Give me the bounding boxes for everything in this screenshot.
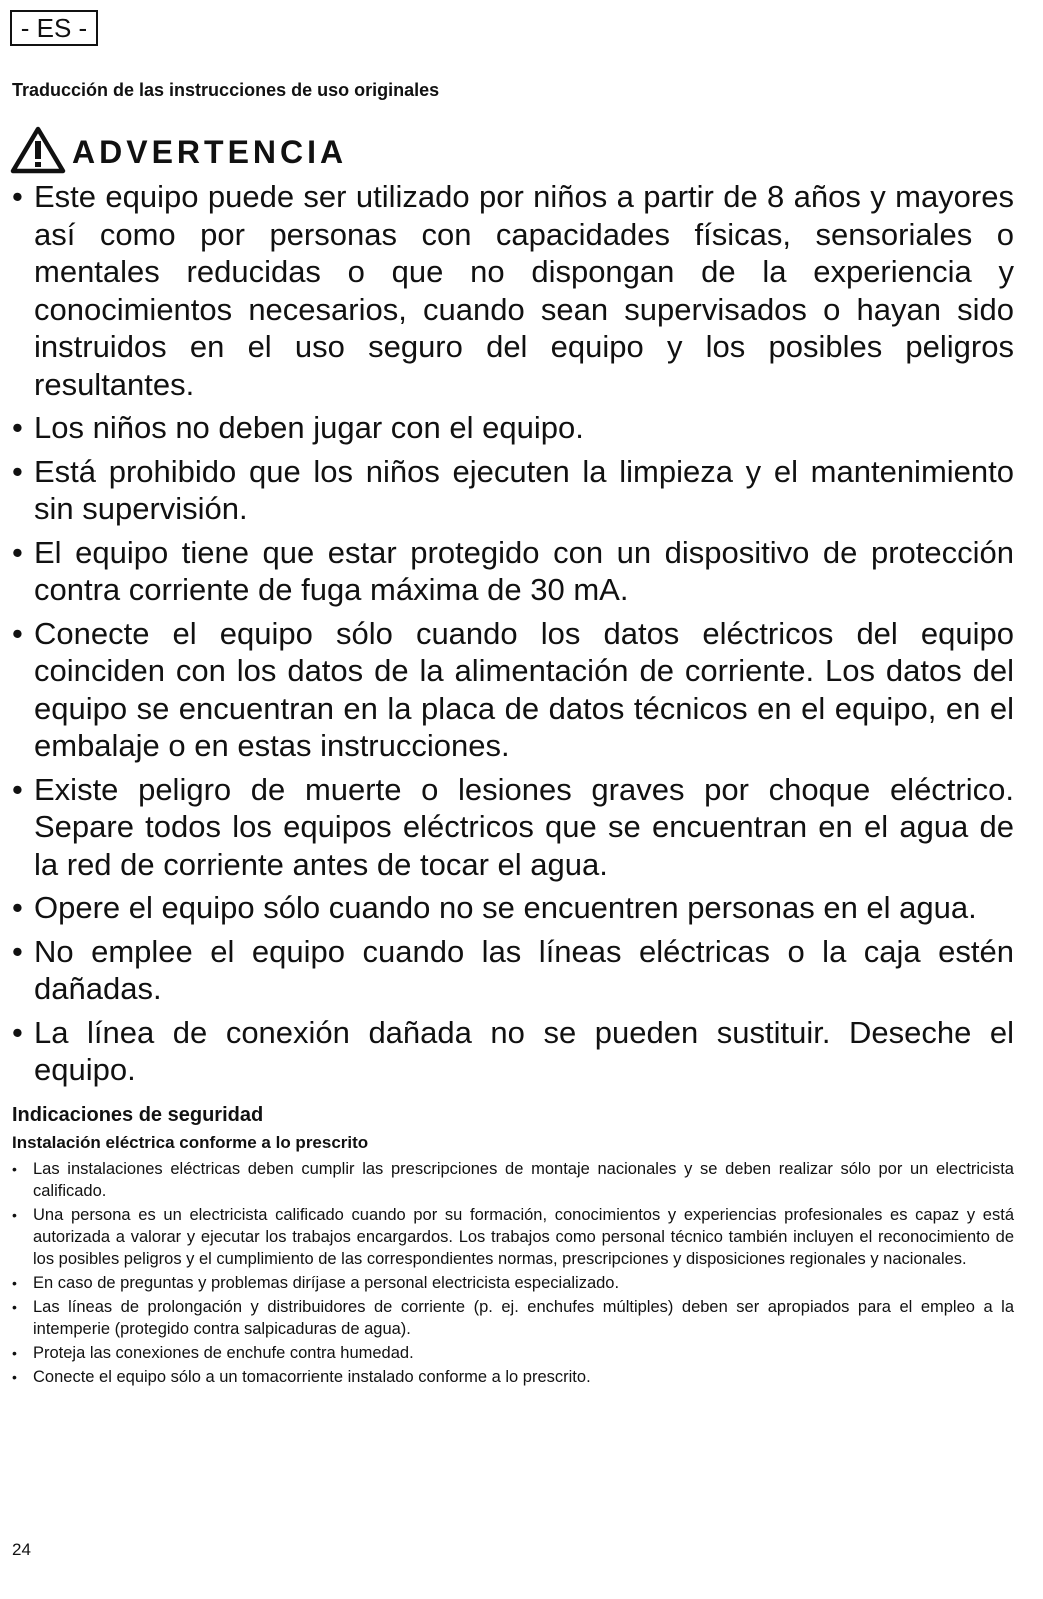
warning-list [12, 178, 1014, 1095]
language-tag: - ES - [10, 10, 98, 46]
safety-section-subtitle: Instalación eléctrica conforme a lo prescrito [12, 1133, 369, 1152]
list-item: • Opere el equipo sólo cuando no se encuentren personas en el agua. [12, 889, 1014, 927]
list-item: • El equipo tiene que estar protegido con un dispositivo de protección contra corriente de fuga máxima de 30 mA. [12, 534, 1014, 609]
page-number: 24 [12, 1540, 31, 1559]
list-item: • Existe peligro de muerte o lesiones graves por choque eléctrico. Separe todos los equipos eléctricos que se encuentran en el agua de la red de corriente antes de tocar el agua. [12, 771, 1014, 884]
list-item: • No emplee el equipo cuando las líneas eléctricas o la caja estén dañadas. [12, 933, 1014, 1008]
list-item: • Este equipo puede ser utilizado por niños a partir de 8 años y mayores así como por personas con capacidades físicas, sensoriales o mentales reducidas o que no dispongan de la experiencia y conocimientos necesarios, cuando sean supervisados o hayan sido instruidos en el uso seguro del equipo y los posibles peligros resultantes. [12, 178, 1014, 403]
document-subtitle: Traducción de las instrucciones de uso originales [12, 80, 440, 100]
safety-section-title: Indicaciones de seguridad [12, 1104, 264, 1126]
safety-list [12, 1158, 1014, 1390]
warning-triangle-icon [10, 126, 66, 174]
list-item: • La línea de conexión dañada no se pueden sustituir. Deseche el equipo. [12, 1014, 1014, 1089]
list-item: • Conecte el equipo sólo cuando los datos eléctricos del equipo coinciden con los datos de la alimentación de corriente. Los datos del equipo se encuentran en la placa de datos técnicos en el equipo, en el embalaje o en estas instrucciones. [12, 615, 1014, 765]
list-item: • Proteja las conexiones de enchufe contra humedad. [12, 1342, 1014, 1364]
list-item: • Las líneas de prolongación y distribuidores de corriente (p. ej. enchufes múltiples) deben ser apropiados para el empleo a la intemperie (protegido contra salpicaduras de agua). [12, 1296, 1014, 1340]
warning-title: ADVERTENCIA [72, 134, 348, 170]
list-item: • Los niños no deben jugar con el equipo. [12, 409, 1014, 447]
list-item: • Las instalaciones eléctricas deben cumplir las prescripciones de montaje nacionales y se deben realizar sólo por un electricista calificado. [12, 1158, 1014, 1202]
list-item: • Una persona es un electricista calificado cuando por su formación, conocimientos y experiencias profesionales es capaz y está autorizada a valorar y ejecutar los trabajos encargardos. Los trabajos como personal técnico también incluyen el reconocimiento de los posibles peligros y el cumplimiento de las correspondientes normas, prescripciones y disposiciones regionales y nacionales. [12, 1204, 1014, 1270]
list-item: • En caso de preguntas y problemas diríjase a personal electricista especializado. [12, 1272, 1014, 1294]
warning-heading [10, 122, 347, 174]
list-item: • Está prohibido que los niños ejecuten la limpieza y el mantenimiento sin supervisión. [12, 453, 1014, 528]
list-item: • Conecte el equipo sólo a un tomacorriente instalado conforme a lo prescrito. [12, 1366, 1014, 1388]
